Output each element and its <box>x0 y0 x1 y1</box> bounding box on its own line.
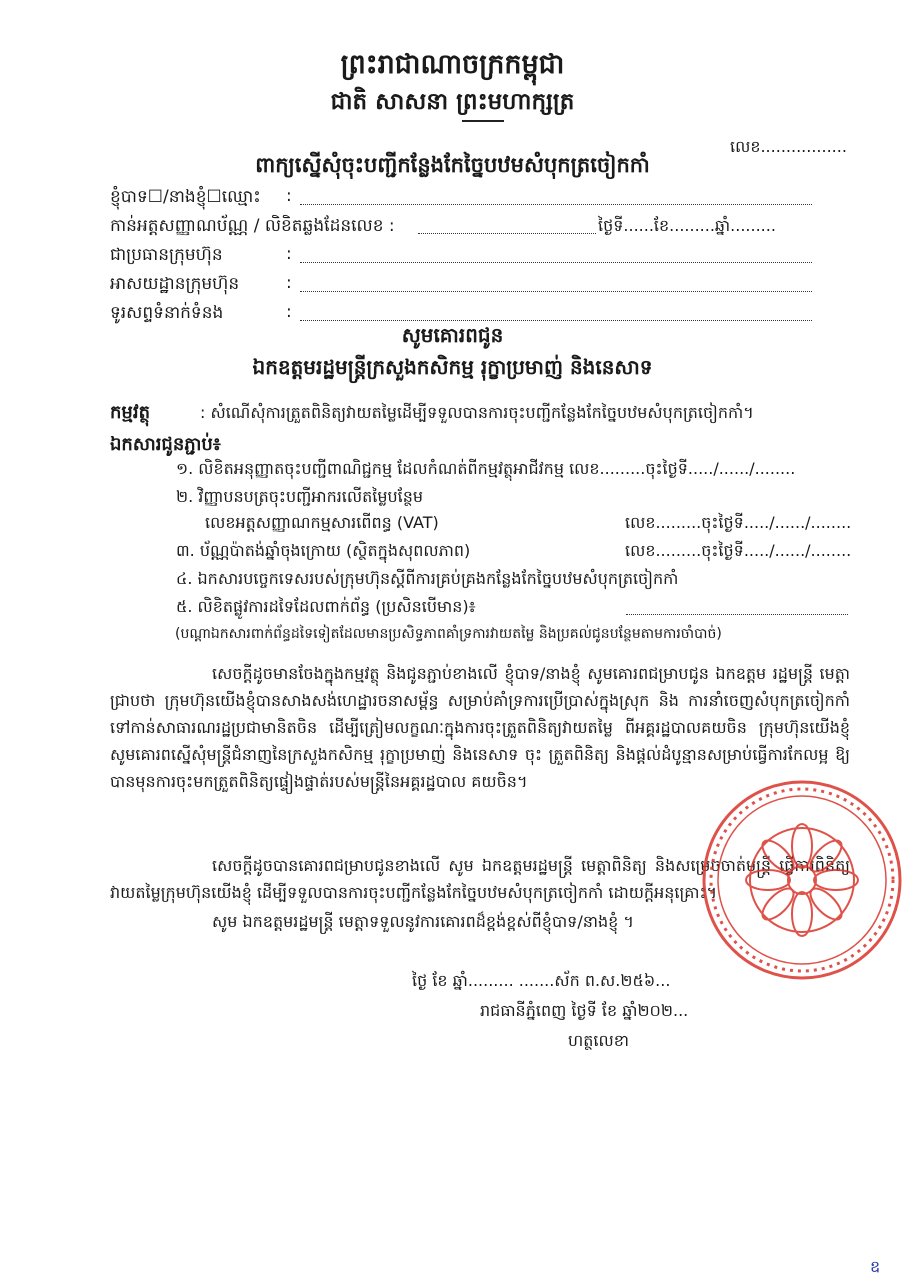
addressee-title: ឯកឧត្តមរដ្ឋមន្ត្រីក្រសួងកសិកម្ម រុក្ខាប្រមាញ់ និងនេសាទ <box>252 355 653 379</box>
attachment-number-date: លេខ.........ចុះថ្ងៃទី...../....../........ <box>625 541 852 560</box>
applicant-name-label: ខ្ញុំបាទ☐/នាងខ្ញុំ☐ឈ្មោះ <box>110 187 261 207</box>
subject-text: : សំណើសុំការត្រួតពិនិត្យវាយតម្លៃដើម្បីទទួលបានការចុះបញ្ជីកន្លែងកែច្នៃបឋមសំបុកត្រចៀកកាំ។ <box>200 403 754 422</box>
attachment-item: ៤. ឯកសារបច្ចេកទេសរបស់ក្រុមហ៊ុនស្ដីពីការគ្រប់គ្រងកន្លែងកែច្នៃបឋមសំបុកត្រចៀកកាំ <box>176 569 679 588</box>
attachment-note: (បណ្ដាឯកសារពាក់ព័ន្ធដទៃទៀតដែលមានប្រសិទ្ធភាពគាំទ្រការវាយតម្លៃ និងប្រគល់ជូនបន្ថែមតាមការចាំបាច់) <box>175 626 722 642</box>
attachment-item: ១. លិខិតអនុញ្ញាតចុះបញ្ជីពាណិជ្ជកម្ម ដែលកំណត់ពីកម្មវត្ថុអាជីវកម្ម លេខ.........ចុះថ្ងៃទី...../....../........ <box>176 459 796 478</box>
company-address-label: អាសយដ្ឋានក្រុមហ៊ុន <box>110 274 240 294</box>
attachments-label: ឯកសារជូនភ្ជាប់៖ <box>110 434 221 455</box>
document-title: ពាក្យស្នើសុំចុះបញ្ជីកន្លែងកែច្នៃបឋមសំបុកត្រចៀកកាំ <box>255 153 650 177</box>
attachment-item: លេខអត្តសញ្ញាណកម្មសារពើពន្ធ (VAT) <box>205 513 439 532</box>
id-number-line[interactable] <box>418 233 596 234</box>
company-address-line[interactable] <box>300 291 812 292</box>
attachment-item: ៥. លិខិតផ្លូវការដទៃដែលពាក់ព័ន្ធ (ប្រសិនបើមាន)៖ <box>176 597 476 616</box>
body-paragraph-1: សេចក្ដីដូចមានចែងក្នុងកម្មវត្ថុ និងជូនភ្ជាប់ខាងលើ ខ្ញុំបាទ/នាងខ្ញុំ សូមគោរពជម្រាបជូន ឯកឧត្តម រដ្ឋមន្ត្រី មេត្តាជ្រាបថា ក្រុមហ៊ុនយើងខ្ញុំបានសាងសង់ហេដ្ឋារចនាសម្ព័ន្ធ សម្រាប់គាំទ្រការប្រើប្រាស់ក្នុងស្រុក និង ការនាំចេញសំបុកត្រចៀកកាំទៅកាន់សាធារណរដ្ឋប្រជាមានិតចិន ដើម្បីត្រៀមលក្ខណៈក្នុងការចុះត្រួតពិនិត្យវាយតម្លៃ ពីអគ្គរដ្ឋបាលគយចិន ក្រុមហ៊ុនយើងខ្ញុំ សូមគោរពស្នើសុំមន្ត្រីជំនាញនៃក្រសួងកសិកម្ម រុក្ខាប្រមាញ់ និងនេសាទ ចុះ ត្រួតពិនិត្យ និងផ្ដល់ដំបូន្មានសម្រាប់ធ្វើការកែលម្អ ឱ្យបានមុនការចុះមកត្រួតពិនិត្យផ្ទៀងផ្ទាត់របស់មន្ត្រីនៃអគ្គរដ្ឋបាល គយចិន។ <box>110 664 850 791</box>
other-documents-line[interactable] <box>626 614 848 615</box>
official-seal-stamp <box>700 778 905 983</box>
attachment-item: ៣. ប័ណ្ណប៉ាតង់ឆ្នាំចុងក្រោយ (ស្ថិតក្នុងសុពលភាព) <box>176 541 471 560</box>
attachment-item: ២. វិញ្ញាបនបត្រចុះបញ្ជីអាករលើតម្លៃបន្ថែម <box>176 487 424 506</box>
applicant-name-line[interactable] <box>300 204 812 205</box>
place-date-line: រាជធានីភ្នំពេញ ថ្ងៃទី ខែ ឆ្នាំ២០២... <box>480 1001 689 1020</box>
colon: : <box>286 302 292 322</box>
colon: : <box>286 244 292 264</box>
body-paragraph-3: សូម ឯកឧត្តមរដ្ឋមន្ត្រី មេត្តាទទួលនូវការគោរពដ៏ខ្ពង់ខ្ពស់ពីខ្ញុំបាទ/នាងខ្ញុំ ។ <box>212 912 634 931</box>
corner-mark: ឧ <box>870 1257 881 1276</box>
reference-number: លេខ................. <box>730 137 847 156</box>
issue-date-label: ថ្ងៃទី......ខែ.........ឆ្នាំ......... <box>598 216 776 235</box>
director-label: ជាប្រធានក្រុមហ៊ុន <box>110 245 223 265</box>
subject-label: កម្មវត្ថុ <box>110 402 150 423</box>
lunar-date-line: ថ្ងៃ ខែ ឆ្នាំ......... .......ស័ក ព.ស.២៥៦... <box>412 971 671 990</box>
signature-label: ហត្ថលេខា <box>568 1031 629 1050</box>
attachment-number-date: លេខ.........ចុះថ្ងៃទី...../....../........ <box>625 513 852 532</box>
national-motto: ជាតិ សាសនា ព្រះមហាក្សត្រ <box>330 89 575 115</box>
phone-line[interactable] <box>300 320 812 321</box>
director-line[interactable] <box>300 262 812 263</box>
phone-label: ទូរសព្ទទំនាក់ទំនង <box>110 303 224 323</box>
ornament-divider <box>462 120 504 122</box>
salutation-heading: សូមគោរពជូន <box>401 323 504 347</box>
id-number-label: កាន់អត្តសញ្ញាណប័ណ្ណ / លិខិតឆ្លងដែនលេខ : <box>110 216 395 236</box>
colon: : <box>286 186 292 206</box>
kingdom-title: ព្រះរាជាណាចក្រកម្ពុជា <box>340 49 565 80</box>
colon: : <box>286 273 292 293</box>
body-paragraph-2: សេចក្ដីដូចបានគោរពជម្រាបជូនខាងលើ សូម ឯកឧត្តមរដ្ឋមន្ត្រី មេត្តាពិនិត្យ និងសម្រេចចាត់មន្ត្រី ធ្វើការពិនិត្យវាយតម្លៃក្រុមហ៊ុនយើងខ្ញុំ ដើម្បីទទួលបានការចុះបញ្ជីកន្លែងកែច្នៃបឋមសំបុកត្រចៀកកាំ ដោយក្ដីអនុគ្រោះ។ <box>110 856 850 902</box>
